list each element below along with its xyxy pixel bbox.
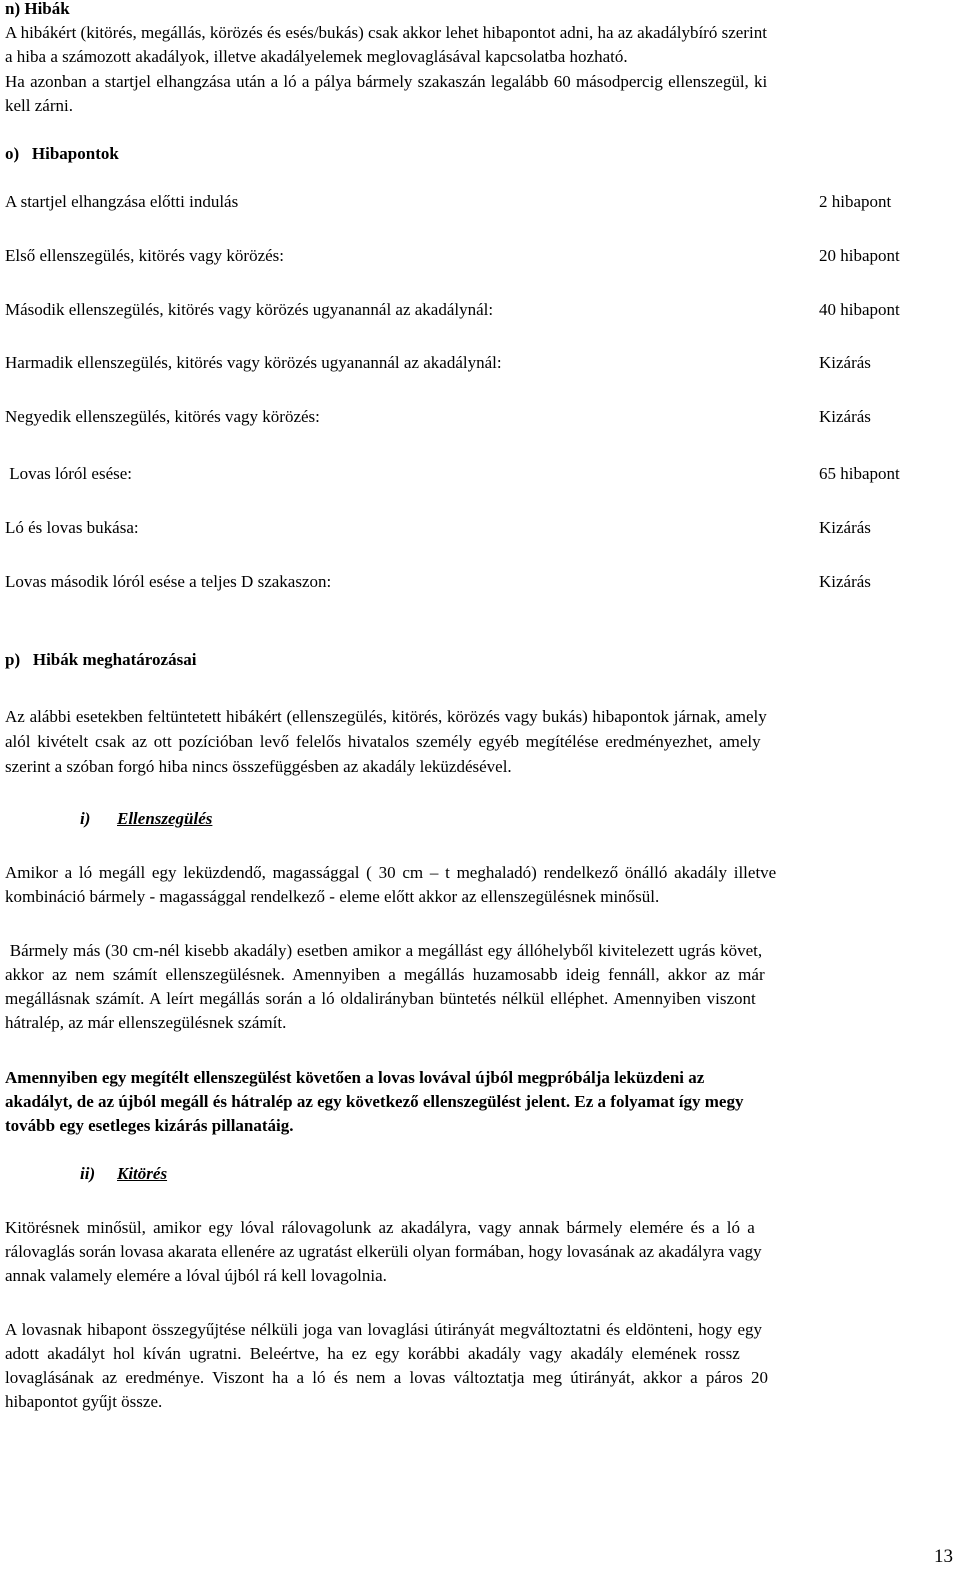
- sub-ii-p1-line-2: rálovaglás során lovasa akarata ellenére az ugratást elkerüli olyan formában, hogy lovasának az akadályra vagy: [5, 1242, 762, 1261]
- section-p-line-2: alól kivételt csak az ott pozícióban levő felelős hivatalos személy egyéb megítélése eredményezhet, amely: [5, 732, 761, 751]
- sub-i-p1-line-2: kombináció bármely - magassággal rendelkező - eleme előtt akkor az ellenszegülésnek minősül.: [5, 887, 660, 906]
- penalty-label: Lovas lóról esése:: [5, 464, 132, 483]
- sub-ii-p1-line-3: annak valamely elemére a lóval újból rá kell lovagolnia.: [5, 1266, 387, 1285]
- penalty-value: 65 hibapont: [819, 464, 900, 483]
- sub-i-p3-line-2: akadályt, de az újból megáll és hátralép az egy következő ellenszegülést jelent. Ez a folyamat így megy: [5, 1092, 744, 1111]
- penalty-label: Lovas második lóról esése a teljes D szakaszon:: [5, 572, 332, 591]
- subsection-i-title: [117, 807, 212, 831]
- penalty-value: Kizárás: [819, 572, 871, 591]
- sub-ii-p2-line-4: hibapontot gyűjt össze.: [5, 1392, 163, 1411]
- penalty-label: A startjel elhangzása előtti indulás: [5, 192, 239, 211]
- sub-i-p2-line-2: akkor az nem számít ellenszegülésnek. Amennyiben a megállás huzamosabb ideig fennáll, akkor az már: [5, 965, 765, 984]
- section-o-heading: o) Hibapontok: [5, 144, 119, 163]
- section-p-heading: p) Hibák meghatározásai: [5, 650, 197, 669]
- sub-i-p3-line-3: tovább egy esetleges kizárás pillanatáig.: [5, 1116, 294, 1135]
- sub-ii-p1-line-1: Kitörésnek minősül, amikor egy lóval rálovagolunk az akadályra, vagy annak bármely elemére és a ló a: [5, 1218, 755, 1237]
- section-n-heading: n) Hibák: [5, 0, 70, 18]
- penalty-label: Harmadik ellenszegülés, kitörés vagy körözés ugyanannál az akadálynál:: [5, 353, 502, 372]
- penalty-value: Kizárás: [819, 353, 871, 372]
- penalty-label: Második ellenszegülés, kitörés vagy körözés ugyanannál az akadálynál:: [5, 300, 494, 319]
- penalty-label: Első ellenszegülés, kitörés vagy körözés:: [5, 246, 285, 265]
- penalty-value: Kizárás: [819, 518, 871, 537]
- section-p-line-1: Az alábbi esetekben feltüntetett hibákért (ellenszegülés, kitörés, körözés vagy bukás) hibapontok járnak, amely: [5, 707, 767, 726]
- sub-ii-p2-line-3: lovaglásának az eredménye. Viszont ha a ló és nem a lovas változtatja meg útirányát, akkor a páros 20: [5, 1368, 768, 1387]
- sub-i-p1-line-1: Amikor a ló megáll egy leküzdendő, magassággal ( 30 cm – t meghaladó) rendelkező önálló akadály illetve: [5, 863, 777, 882]
- section-n-line-4: kell zárni.: [5, 96, 73, 115]
- page-number: 13: [934, 1546, 953, 1567]
- subsection-ii-title-text: Kitörés: [117, 1164, 168, 1183]
- penalty-value: 2 hibapont: [819, 192, 892, 211]
- sub-i-p2-line-4: hátralép, az már ellenszegülésnek számít.: [5, 1013, 287, 1032]
- sub-i-p2-line-3: megállásnak számít. A leírt megállás során a ló oldalirányban büntetés nélkül elléphet. Amennyiben viszont: [5, 989, 756, 1008]
- subsection-ii-number: ii): [80, 1164, 96, 1183]
- sub-ii-p2-line-2: adott akadályt hol kíván ugratni. Beleértve, ha ez egy korábbi akadály vagy akadály elemének rossz: [5, 1344, 740, 1363]
- subsection-i-number: i): [80, 809, 91, 828]
- section-n-line-1: A hibákért (kitörés, megállás, körözés és esés/bukás) csak akkor lehet hibapontot adni, ha az akadálybíró szerint: [5, 23, 767, 42]
- section-n-line-2: a hiba a számozott akadályok, illetve akadályelemek meglovaglásával kapcsolatba hozható.: [5, 47, 628, 66]
- penalty-value: Kizárás: [819, 407, 871, 426]
- section-n-line-3: Ha azonban a startjel elhangzása után a ló a pálya bármely szakaszán legalább 60 másodpercig ellenszegül, ki: [5, 72, 768, 91]
- penalty-value: 40 hibapont: [819, 300, 900, 319]
- sub-ii-p2-line-1: A lovasnak hibapont összegyűjtése nélküli joga van lovaglási útirányát megváltoztatni és eldönteni, hogy egy: [5, 1320, 763, 1339]
- sub-i-p3-line-1: Amennyiben egy megítélt ellenszegülést követően a lovas lovával újból megpróbálja leküzdeni az: [5, 1068, 705, 1087]
- subsection-i-title-text: Ellenszegülés: [117, 809, 213, 828]
- section-p-line-3: szerint a szóban forgó hiba nincs összefüggésben az akadály leküzdésével.: [5, 757, 512, 776]
- penalty-label: Ló és lovas bukása:: [5, 518, 139, 537]
- penalty-value: 20 hibapont: [819, 246, 900, 265]
- subsection-ii-title: [117, 1162, 167, 1186]
- sub-i-p2-line-1: Bármely más (30 cm-nél kisebb akadály) esetben amikor a megállást egy állóhelyből kivitelezett ugrás követ,: [5, 941, 763, 960]
- penalty-label: Negyedik ellenszegülés, kitörés vagy körözés:: [5, 407, 320, 426]
